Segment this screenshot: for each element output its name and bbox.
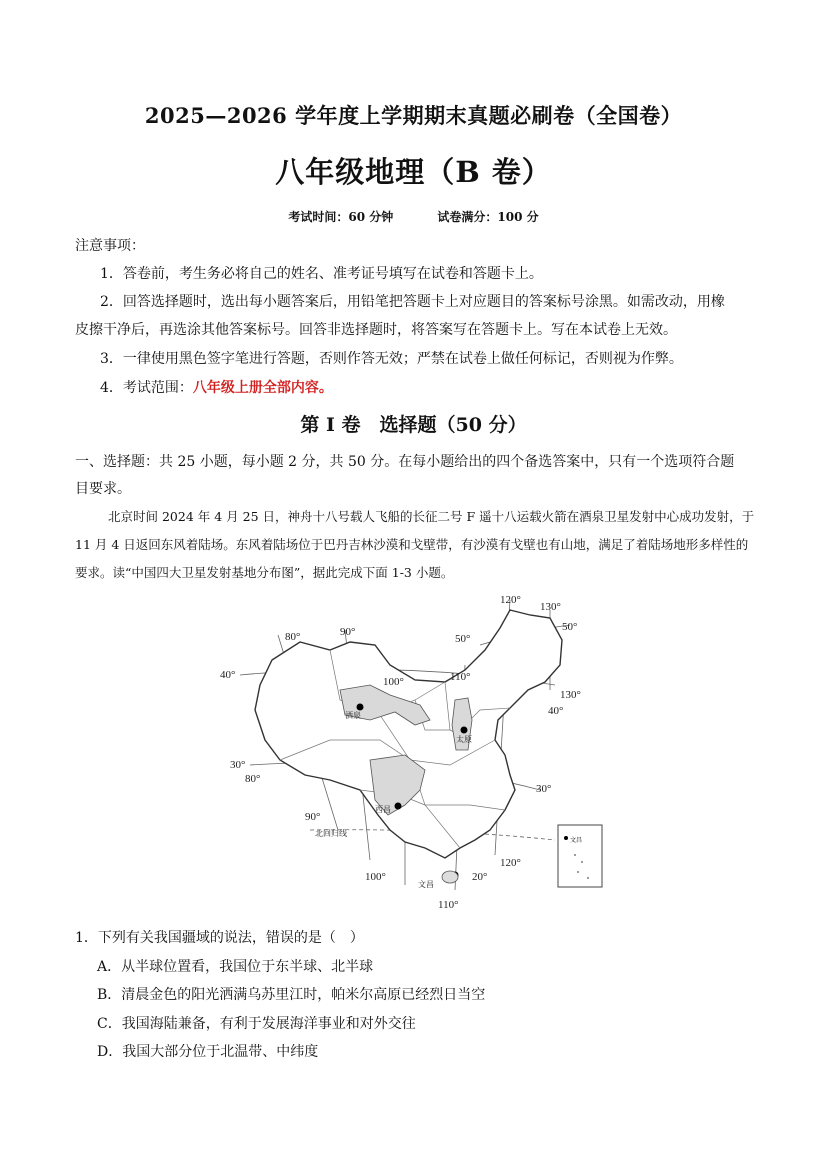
label-lon130b: 130° bbox=[560, 689, 581, 701]
full-score: 试卷满分：100 分 bbox=[437, 210, 539, 224]
label-lat40: 40° bbox=[220, 669, 236, 681]
scope-value: 八年级上册全部内容。 bbox=[192, 380, 333, 396]
scope-prefix: 4．考试范围： bbox=[100, 380, 193, 396]
label-wenchang: 文昌 bbox=[418, 880, 434, 889]
paper-title: 2025—2026 学年度上学期期末真题必刷卷（全国卷） bbox=[144, 103, 683, 128]
label-lon80: 80° bbox=[285, 631, 301, 643]
label-lon80b: 80° bbox=[245, 773, 261, 785]
paper-subtitle: 八年级地理（B 卷） bbox=[275, 155, 552, 189]
note-item-scope bbox=[100, 377, 760, 399]
section-intro: 一、选择题：共 25 小题，每小题 2 分，共 50 分。在每小题给出的四个备选答案中，只有一个选项符合题 bbox=[75, 454, 735, 470]
label-lon110: 110° bbox=[450, 671, 471, 683]
option-c[interactable]: C．我国海陆兼备，有利于发展海洋事业和对外交往 bbox=[97, 1016, 416, 1032]
label-lat50: 50° bbox=[455, 633, 471, 645]
inset-dot bbox=[564, 836, 568, 840]
note-item: 1．答卷前，考生务必将自己的姓名、准考证号填写在试卷和答题卡上。 bbox=[100, 266, 543, 282]
section-intro-continued: 目要求。 bbox=[75, 481, 131, 497]
taiyuan-site-dot bbox=[461, 727, 468, 734]
exam-time: 考试时间：60 分钟 bbox=[288, 210, 394, 224]
note-item: 2．回答选择题时，选出每小题答案后，用铅笔把答题卡上对应题目的答案标号涂黑。如需改动，用橡 bbox=[100, 294, 725, 310]
label-lon120b: 120° bbox=[500, 857, 521, 869]
label-lat50r: 50° bbox=[562, 621, 578, 633]
section-title: 第 I 卷 选择题（50 分） bbox=[300, 414, 527, 436]
reading-passage: 北京时间 2024 年 4 月 25 日，神舟十八号载人飞船的长征二号 F 遥十八运载火箭在酒泉卫星发射中心成功发射，于 11 月 4 日返回东风着陆场。东风着陆场位于巴丹吉林沙漠和戈壁带，有沙漠有戈壁也有山地，满足了着陆场地形多样性的要求。读“中国四大卫星发射基地分布图”，据此完成下面 1-3 小题。 bbox=[75, 509, 755, 580]
label-xichang: 西昌 bbox=[375, 805, 391, 814]
label-lon100: 100° bbox=[383, 676, 404, 688]
label-lat20: 20° bbox=[472, 871, 488, 883]
label-lat40r: 40° bbox=[548, 705, 564, 717]
china-launch-site-map bbox=[210, 590, 610, 910]
label-lon90: 90° bbox=[340, 626, 356, 638]
china-outline bbox=[255, 610, 562, 858]
south-china-sea-inset bbox=[558, 825, 602, 887]
label-lat30: 30° bbox=[230, 759, 246, 771]
note-item: 3．一律使用黑色签字笔进行答题，否则作答无效；严禁在试卷上做任何标记，否则视为作弊。 bbox=[100, 351, 683, 367]
option-a[interactable]: A．从半球位置看，我国位于东半球、北半球 bbox=[97, 959, 374, 975]
jiuquan-site-dot bbox=[357, 704, 364, 711]
label-lat30r: 30° bbox=[536, 783, 552, 795]
option-d[interactable]: D．我国大部分位于北温带、中纬度 bbox=[97, 1044, 319, 1060]
xichang-site-dot bbox=[395, 803, 402, 810]
hainan-island bbox=[442, 871, 458, 883]
inset-label: 文昌 bbox=[570, 837, 583, 844]
label-lon90b: 90° bbox=[305, 811, 321, 823]
exam-meta bbox=[0, 208, 827, 225]
label-taiyuan: 太原 bbox=[456, 735, 472, 744]
label-jiuquan: 酒泉 bbox=[345, 711, 361, 720]
label-lon130: 130° bbox=[540, 601, 561, 613]
option-b[interactable]: B．清晨金色的阳光洒满乌苏里江时，帕米尔高原已经烈日当空 bbox=[97, 987, 486, 1003]
note-item-continued: 皮擦干净后，再选涂其他答案标号。回答非选择题时，将答案写在答题卡上。写在本试卷上无效。 bbox=[75, 322, 677, 338]
question-1-stem: 1．下列有关我国疆域的说法，错误的是（ ） bbox=[75, 930, 364, 946]
label-lon110b: 110° bbox=[438, 899, 459, 910]
label-lon100b: 100° bbox=[365, 871, 386, 883]
notes-title: 注意事项： bbox=[75, 238, 145, 254]
label-tropic: 北回归线 bbox=[315, 829, 347, 838]
label-lon120: 120° bbox=[500, 594, 521, 606]
